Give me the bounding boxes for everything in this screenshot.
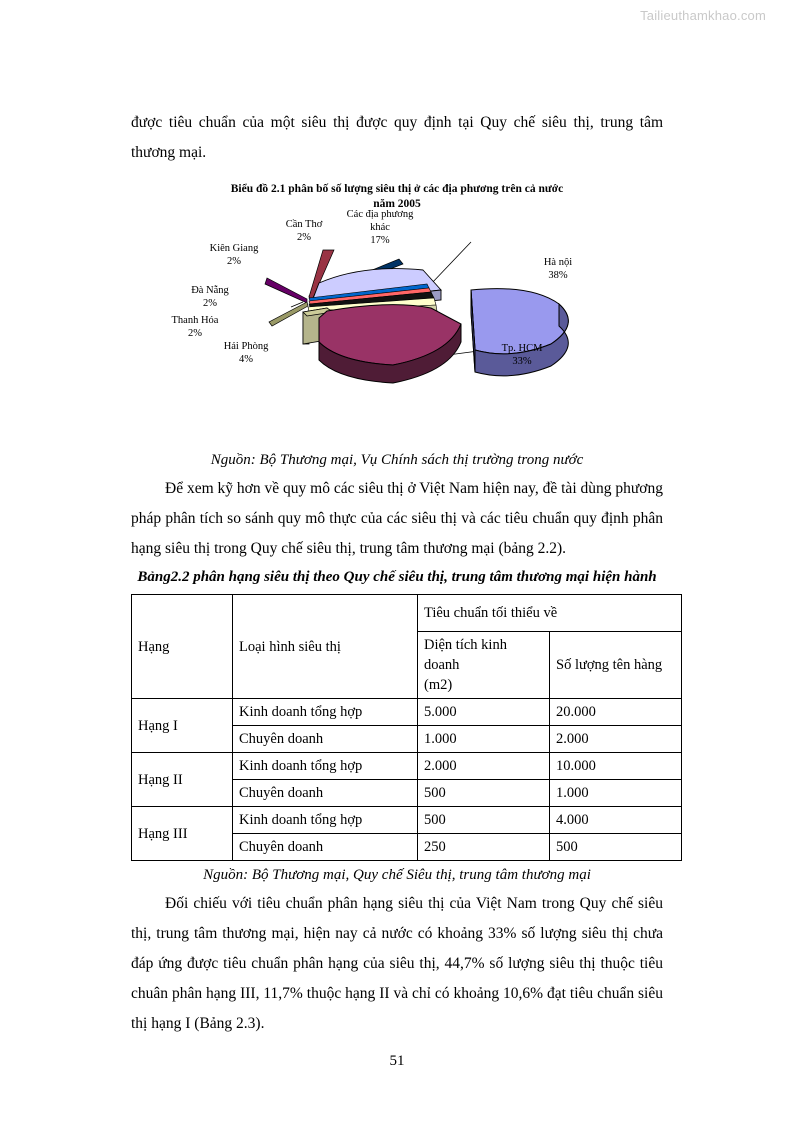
pie-label-ha-noi-name: Hà nội <box>543 257 573 268</box>
table-cell-loai: Chuyên doanh <box>233 834 418 861</box>
table-cell-dien-tich: 5.000 <box>418 699 550 726</box>
table-caption: Bảng2.2 phân hạng siêu thị theo Quy chế siêu thị, trung tâm thương mại hiện hành <box>137 569 657 585</box>
slice-tp-hcm <box>319 305 461 383</box>
pie-label-kien-giang-value: 2% <box>227 256 241 267</box>
chart-title-line-1: Biểu đồ 2.1 phân bố số lượng siêu thị ở các địa phương trên cả nước <box>230 183 564 195</box>
table-cell-so-luong: 4.000 <box>550 807 682 834</box>
table-cell-so-luong: 2.000 <box>550 726 682 753</box>
page-number: 51 <box>389 1053 405 1069</box>
table-header-so-luong: Số lượng tên hàng <box>550 632 682 699</box>
table-header-dien-tich-line2: (m2) <box>424 677 453 693</box>
pie-label-da-nang-value: 2% <box>203 298 217 309</box>
pie-label-da-nang <box>171 284 249 310</box>
table-row <box>132 699 682 726</box>
table-cell-dien-tich: 2.000 <box>418 753 550 780</box>
pie-label-ha-noi-value: 38% <box>548 270 568 281</box>
table-cell-loai: Kinh doanh tổng hợp <box>233 753 418 780</box>
table-cell-loai: Chuyên doanh <box>233 726 418 753</box>
figure-pie-chart <box>131 182 663 432</box>
pie-label-kien-giang-name: Kiên Giang <box>209 243 259 254</box>
pie-label-cac-dia-phuong-khac <box>324 208 436 247</box>
pie-label-tp-hcm-name: Tp. HCM <box>501 343 543 354</box>
pie-label-thanh-hoa <box>153 314 237 340</box>
table-row <box>132 753 682 780</box>
paragraph-middle: Để xem kỹ hơn về quy mô các siêu thị ở Việt Nam hiện nay, đề tài dùng phương pháp phân tích so sánh quy mô thực của các siêu thị và các tiêu chuẩn quy định phân hạng siêu thị trong Quy chế siêu thị, trung tâm thương mại (bảng 2.2). <box>131 480 663 557</box>
slice-da-nang <box>269 302 308 326</box>
supermarket-classification-table <box>131 594 682 861</box>
leader-line-khac <box>431 242 471 284</box>
page-content <box>131 108 663 1039</box>
pie-label-hai-phong <box>205 340 287 366</box>
pie-label-thanh-hoa-name: Thanh Hóa <box>171 315 219 326</box>
table-cell-so-luong: 10.000 <box>550 753 682 780</box>
table-cell-so-luong: 20.000 <box>550 699 682 726</box>
table-header-tieu-chuan: Tiêu chuẩn tối thiểu về <box>418 595 682 632</box>
table-cell-loai: Kinh doanh tổng hợp <box>233 807 418 834</box>
pie-label-tp-hcm-value: 33% <box>512 356 532 367</box>
chart-title-line-2: năm 2005 <box>373 198 421 210</box>
pie-label-can-tho-name: Cần Thơ <box>285 219 323 230</box>
paragraph-top: được tiêu chuẩn của một siêu thị được quy định tại Quy chế siêu thị, trung tâm thương mại. <box>131 114 663 161</box>
table-cell-loai: Chuyên doanh <box>233 780 418 807</box>
table-source-caption: Nguồn: Bộ Thương mại, Quy chế Siêu thị, trung tâm thương mại <box>203 867 591 883</box>
table-cell-dien-tich: 1.000 <box>418 726 550 753</box>
pie-label-tp-hcm <box>485 342 559 368</box>
pie-label-thanh-hoa-value: 2% <box>188 328 202 339</box>
watermark-text: Tailieuthamkhao.com <box>640 8 766 23</box>
table-cell-hang-2: Hạng II <box>132 753 233 807</box>
table-cell-so-luong: 500 <box>550 834 682 861</box>
table-header-loai-hinh: Loại hình siêu thị <box>233 595 418 699</box>
pie-label-hai-phong-value: 4% <box>239 354 253 365</box>
pie-label-ha-noi <box>523 256 593 282</box>
table-header-dien-tich <box>418 632 550 699</box>
paragraph-bottom: Đối chiếu với tiêu chuẩn phân hạng siêu thị của Việt Nam trong Quy chế siêu thị, trung tâm thương mại, hiện nay cả nước có khoảng 33% số lượng siêu thị chưa đáp ứng được tiêu chuẩn phân hạng của siêu thị, 44,7% số lượng siêu thị thuộc tiêu chuân phân hạng III, 11,7% thuộc hạng II và chỉ có khoảng 10,6% đạt tiêu chuẩn siêu thị hạng I (Bảng 2.3). <box>131 895 663 1032</box>
table-header-row-1 <box>132 595 682 632</box>
chart-canvas <box>131 209 663 412</box>
table-cell-hang-1: Hạng I <box>132 699 233 753</box>
table-cell-dien-tich: 500 <box>418 780 550 807</box>
table-row <box>132 807 682 834</box>
pie-label-khac-name-line2: khác <box>370 222 390 233</box>
pie-label-hai-phong-name: Hải Phòng <box>223 341 269 352</box>
table-cell-dien-tich: 250 <box>418 834 550 861</box>
pie-label-khac-value: 17% <box>370 235 390 246</box>
chart-source-caption: Nguồn: Bộ Thương mại, Vụ Chính sách thị trường trong nước <box>210 452 584 468</box>
table-cell-hang-3: Hạng III <box>132 807 233 861</box>
table-header-hang: Hạng <box>132 595 233 699</box>
pie-label-kien-giang <box>187 242 281 268</box>
table-cell-so-luong: 1.000 <box>550 780 682 807</box>
table-cell-loai: Kinh doanh tổng hợp <box>233 699 418 726</box>
pie-label-da-nang-name: Đà Nẵng <box>191 285 229 296</box>
pie-label-can-tho-value: 2% <box>297 232 311 243</box>
table-header-dien-tich-line1: Diện tích kinh doanh <box>424 637 507 673</box>
table-cell-dien-tich: 500 <box>418 807 550 834</box>
pie-label-khac-name-line1: Các địa phương <box>346 209 414 220</box>
